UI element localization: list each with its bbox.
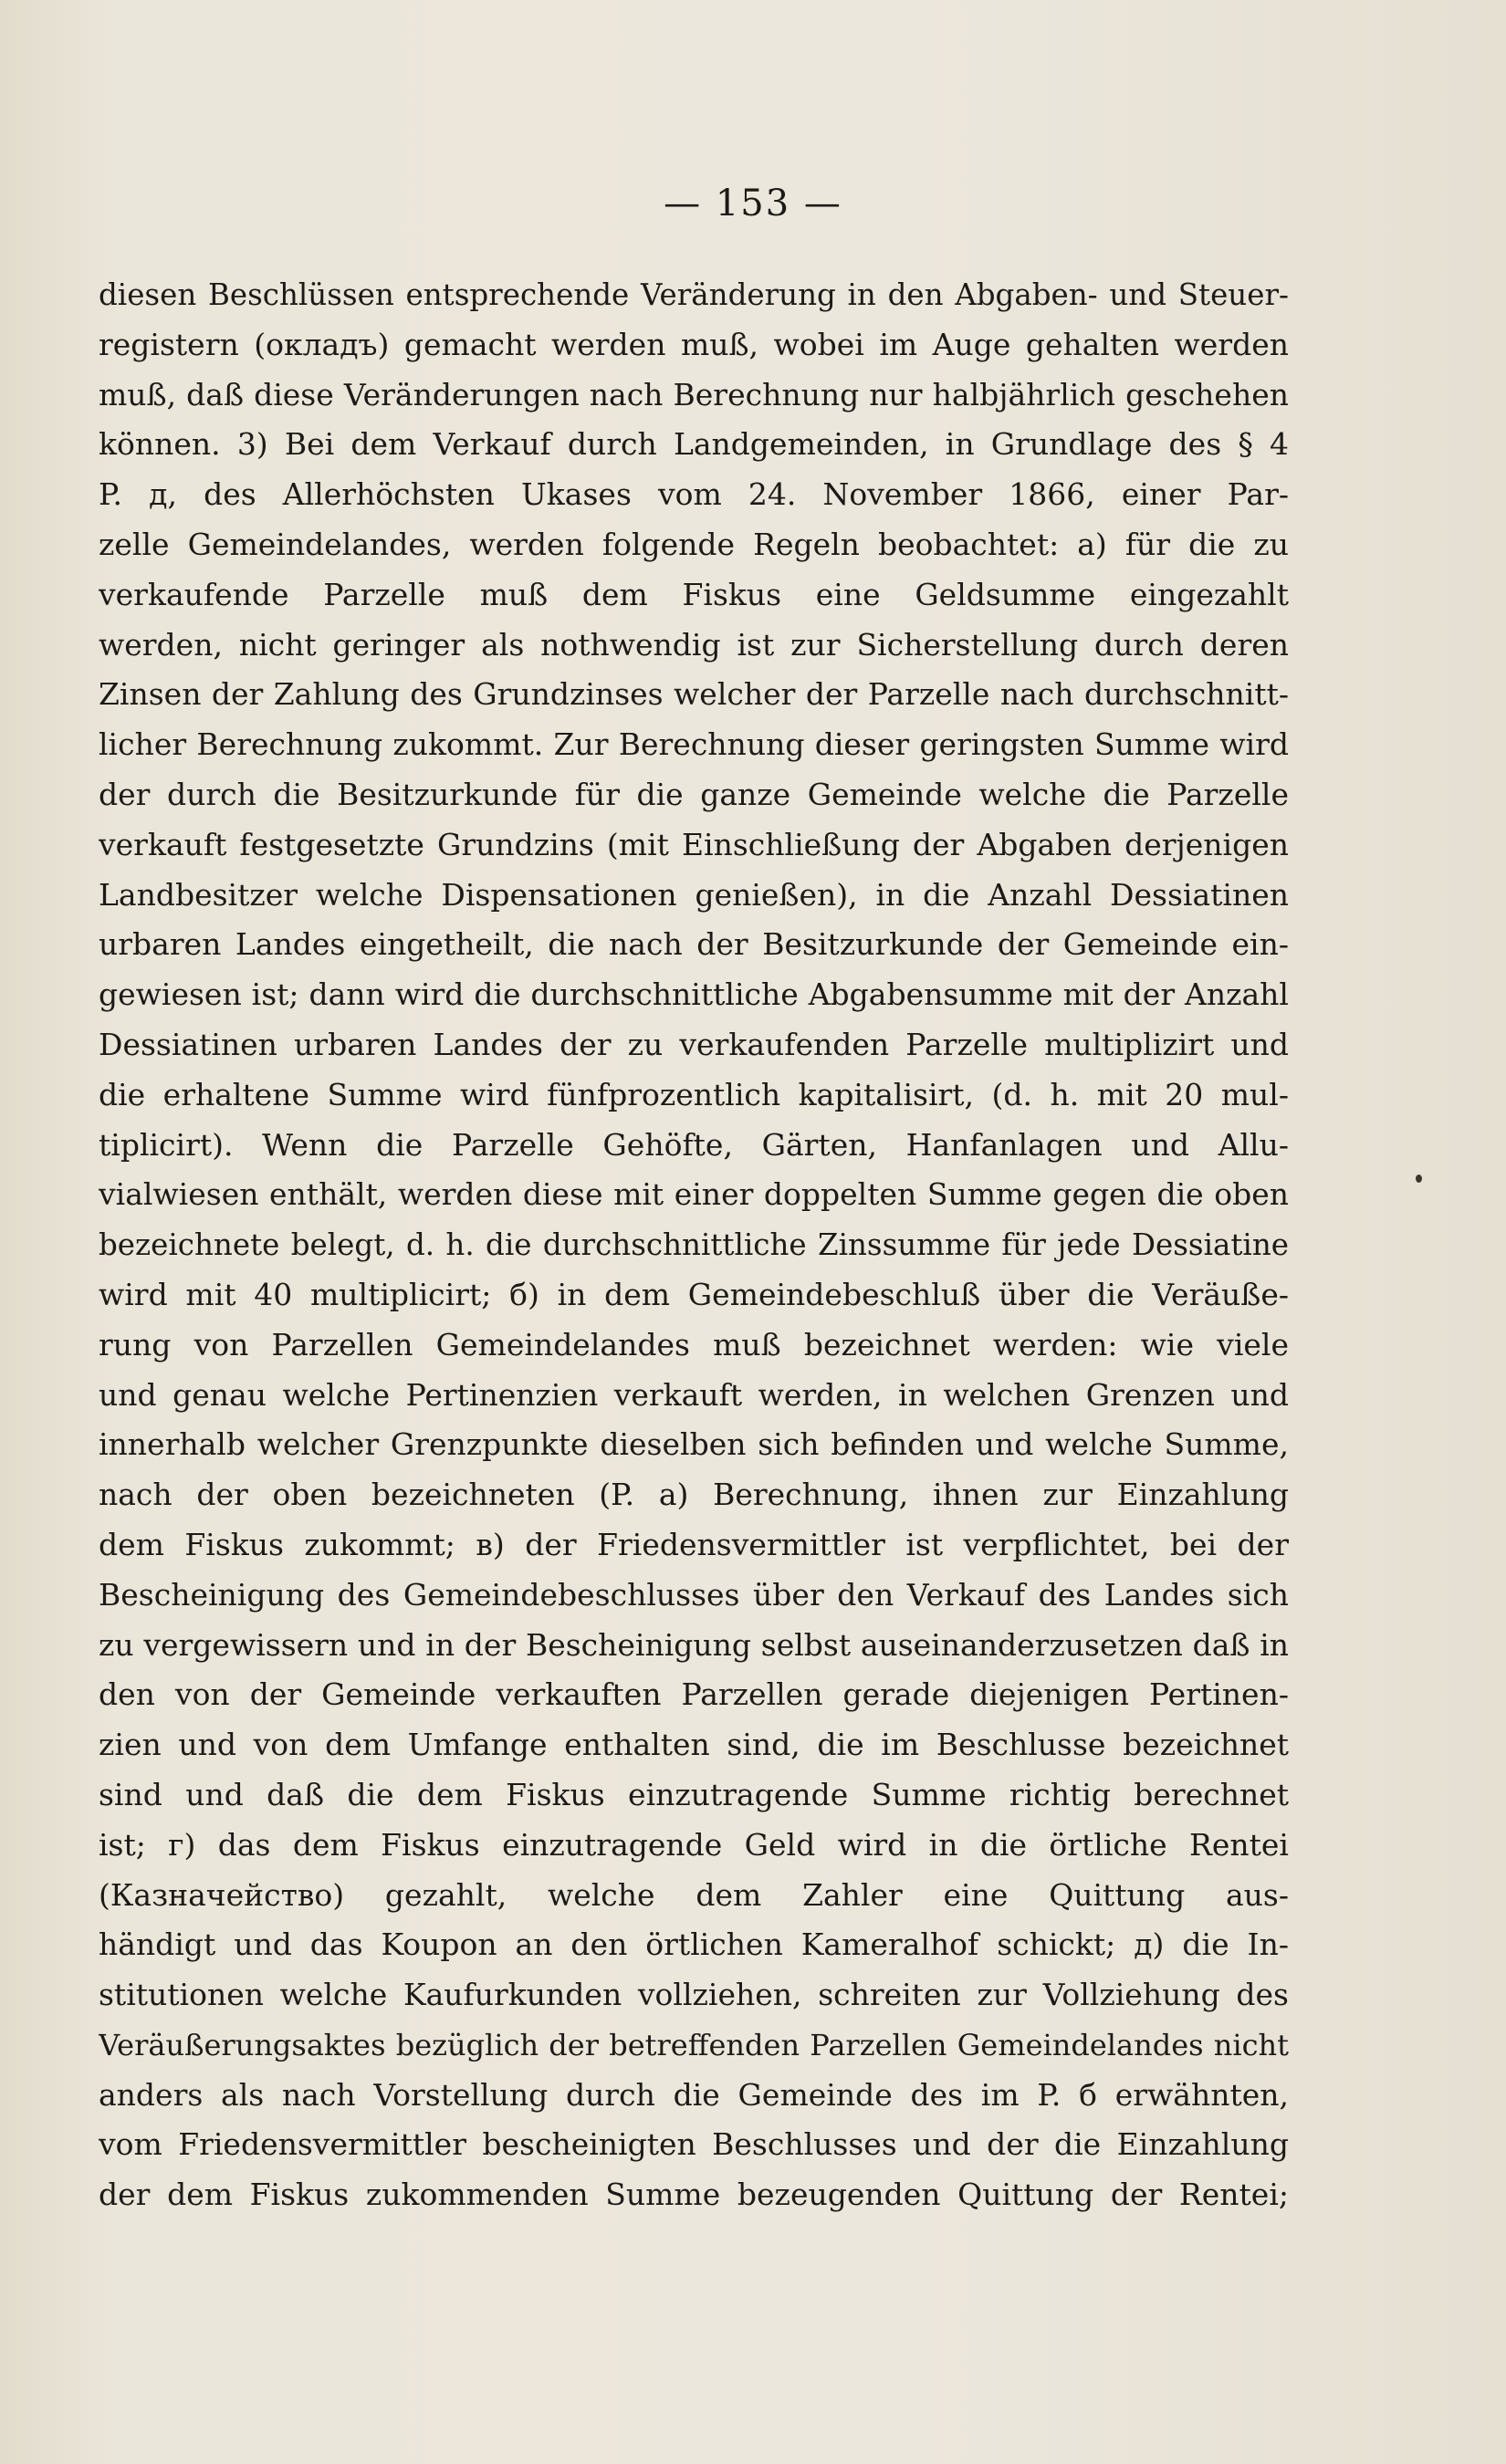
text-line: die erhaltene Summe wird fünfprozentlich kapitalisirt, (d. h. mit 20 mul- [99, 1076, 1289, 1112]
text-line: können. 3) Bei dem Verkauf durch Landgemeinden, in Grundlage des § 4 [99, 426, 1289, 463]
text-line: muß, daß diese Veränderungen nach Berechnung nur halbjährlich geschehen [99, 376, 1289, 412]
text-line: der durch die Besitzurkunde für die ganze Gemeinde welche die Parzelle [99, 776, 1289, 812]
text-line: rung von Parzellen Gemeindelandes muß bezeichnet werden: wie viele [99, 1326, 1289, 1363]
text-line: Zinsen der Zahlung des Grundzinses welcher der Parzelle nach durchschnitt- [99, 676, 1289, 713]
text-line: ist; г) das dem Fiskus einzutragende Geld wird in die örtliche Rentei [99, 1826, 1289, 1863]
text-line: bezeichnete belegt, d. h. die durchschnittliche Zinssumme für jede Dessiatine [99, 1227, 1289, 1263]
text-line: Bescheinigung des Gemeindebeschlusses über den Verkauf des Landes sich [99, 1576, 1289, 1613]
text-line: dem Fiskus zukommt; в) der Friedensvermittler ist verpflichtet, bei der [99, 1526, 1289, 1562]
body-text [99, 270, 1289, 2220]
ink-speck [1416, 1175, 1422, 1183]
text-line: anders als nach Vorstellung durch die Gemeinde des im P. б erwähnten, [99, 2076, 1289, 2113]
text-line: innerhalb welcher Grenzpunkte dieselben sich befinden und welche Summe, [99, 1426, 1289, 1463]
text-line: diesen Beschlüssen entsprechende Veränderung in den Abgaben- und Steuer- [99, 277, 1289, 312]
page-number: — 153 — [664, 183, 842, 224]
text-line: sind und daß die dem Fiskus einzutragende Summe richtig berechnet [99, 1776, 1289, 1812]
text-line: den von der Gemeinde verkauften Parzellen gerade diejenigen Pertinen- [99, 1676, 1289, 1713]
text-line: und genau welche Pertinenzien verkauft werden, in welchen Grenzen und [99, 1376, 1289, 1413]
text-line: tiplicirt). Wenn die Parzelle Gehöfte, Gärten, Hanfanlagen und Allu- [99, 1126, 1289, 1163]
text-line: vialwiesen enthält, werden diese mit einer doppelten Summe gegen die oben [99, 1176, 1289, 1213]
text-line: nach der oben bezeichneten (P. a) Berechnung, ihnen zur Einzahlung [99, 1477, 1289, 1513]
text-line: der dem Fiskus zukommenden Summe bezeugenden Quittung der Rentei; [99, 2177, 1289, 2213]
text-line: zelle Gemeindelandes, werden folgende Regeln beobachtet: a) für die zu [99, 526, 1289, 562]
text-line: werden, nicht geringer als nothwendig ist zur Sicherstellung durch deren [99, 626, 1289, 663]
text-line: gewiesen ist; dann wird die durchschnittliche Abgabensumme mit der Anzahl [99, 976, 1289, 1013]
text-line: wird mit 40 multiplicirt; б) in dem Gemeindebeschluß über die Veräuße- [99, 1276, 1289, 1312]
text-line: Dessiatinen urbaren Landes der zu verkaufenden Parzelle multiplizirt und [99, 1026, 1289, 1062]
text-line: licher Berechnung zukommt. Zur Berechnung dieser geringsten Summe wird [99, 726, 1289, 763]
text-line: urbaren Landes eingetheilt, die nach der Besitzurkunde der Gemeinde ein- [99, 926, 1289, 963]
text-line: Veräußerungsaktes bezüglich der betreffenden Parzellen Gemeindelandes nicht [99, 2027, 1289, 2062]
text-line: zu vergewissern und in der Bescheinigung selbst auseinanderzusetzen daß in [99, 1626, 1289, 1663]
text-line: zien und von dem Umfange enthalten sind, die im Beschlusse bezeichnet [99, 1727, 1289, 1763]
text-line: stitutionen welche Kaufurkunden vollziehen, schreiten zur Vollziehung des [99, 1977, 1289, 2013]
text-line: (Казначейство) gezahlt, welche dem Zahler eine Quittung aus- [99, 1876, 1289, 1913]
text-line: P. д, des Allerhöchsten Ukases vom 24. November 1866, einer Par- [99, 476, 1289, 513]
text-line: verkaufende Parzelle muß dem Fiskus eine Geldsumme eingezahlt [99, 576, 1289, 612]
text-line: verkauft festgesetzte Grundzins (mit Einschließung der Abgaben derjenigen [99, 826, 1289, 862]
text-line: händigt und das Koupon an den örtlichen Kameralhof schickt; д) die In- [99, 1926, 1289, 1963]
text-line: Landbesitzer welche Dispensationen genießen), in die Anzahl Dessiatinen [99, 876, 1289, 913]
text-line: registern (окладъ) gemacht werden muß, wobei im Auge gehalten werden [99, 326, 1289, 362]
text-line: vom Friedensvermittler bescheinigten Beschlusses und der die Einzahlung [99, 2126, 1289, 2163]
